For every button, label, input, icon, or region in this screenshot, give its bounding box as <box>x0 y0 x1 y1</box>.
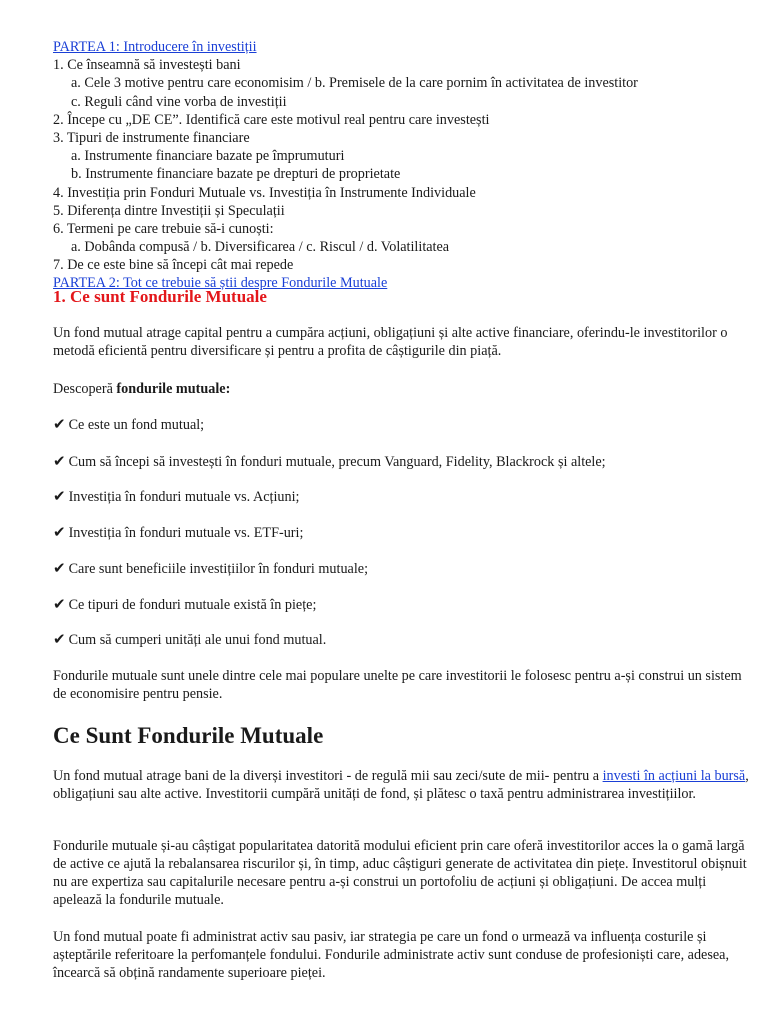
checkmark-icon: ✔ <box>53 452 66 470</box>
checklist-item <box>53 415 204 434</box>
checklist-text: Cum să începi să investești în fonduri mutuale, precum Vanguard, Fidelity, Blackrock și altele; <box>68 454 606 470</box>
toc-subitem: b. Instrumente financiare bazate pe drepturi de proprietate <box>71 166 401 183</box>
checkmark-icon: ✔ <box>53 630 66 648</box>
checkmark-icon: ✔ <box>53 487 66 505</box>
p1-text-after: , obligațiuni sau alte active. Investitorii cumpără unități de fond, și plătesc o taxă pentru administrarea investițiilor. <box>53 768 749 802</box>
checklist-text: Care sunt beneficiile investițiilor în fonduri mutuale; <box>68 561 369 577</box>
toc-item: 1. Ce înseamnă să investești bani <box>53 57 241 74</box>
invest-stocks-link[interactable]: investi în acțiuni la bursă <box>602 768 746 784</box>
toc-item: 2. Începe cu „DE CE”. Identifică care este motivul real pentru care investești <box>53 111 490 128</box>
checkmark-icon: ✔ <box>53 415 66 433</box>
section1-closing: Fondurile mutuale sunt unele dintre cele mai populare unelte pe care investitorii le folosesc pentru a-și construi un sistem de economisire pentru pensie. <box>53 668 742 702</box>
checkmark-icon: ✔ <box>53 595 66 613</box>
section1-heading: 1. Ce sunt Fondurile Mutuale <box>53 287 267 306</box>
checkmark-icon: ✔ <box>53 523 66 541</box>
checklist-item <box>53 630 326 649</box>
checklist-item <box>53 523 303 542</box>
table-of-contents <box>53 38 753 293</box>
checklist-item <box>53 487 300 506</box>
section1-intro: Un fond mutual atrage capital pentru a cumpăra acțiuni, obligațiuni și alte active financiare, oferindu-le investitorilor o metodă eficientă pentru diversificare și pentru a profita de câștigurile din piață. <box>53 325 728 359</box>
p1-text-before: Un fond mutual atrage bani de la diverși investitori - de regulă mii sau zeci/sute de mii- pentru a <box>53 768 603 784</box>
toc-item: 6. Termeni pe care trebuie să-i cunoști: <box>53 220 274 237</box>
toc-item: 7. De ce este bine să începi cât mai repede <box>53 257 294 274</box>
discover-line <box>53 380 758 398</box>
toc-subitem: c. Reguli când vine vorba de investiții <box>71 93 287 110</box>
toc-subitem: a. Instrumente financiare bazate pe împrumuturi <box>71 148 345 165</box>
checklist-item <box>53 559 368 578</box>
checklist-text: Investiția în fonduri mutuale vs. Acțiuni; <box>68 489 300 505</box>
toc-item: 4. Investiția prin Fonduri Mutuale vs. Investiția în Instrumente Individuale <box>53 184 476 201</box>
checklist-text: Investiția în fonduri mutuale vs. ETF-uri; <box>68 525 304 541</box>
checklist-text: Ce este un fond mutual; <box>68 417 205 433</box>
toc-subitem: a. Cele 3 motive pentru care economisim / b. Premisele de la care pornim în activitatea de investitor <box>71 75 638 92</box>
checklist-item <box>53 452 606 471</box>
checkmark-icon: ✔ <box>53 559 66 577</box>
part1-link[interactable]: PARTEA 1: Introducere în investiții <box>53 39 257 55</box>
section2-paragraph-3: Un fond mutual poate fi administrat activ sau pasiv, iar strategia pe care un fond o urmează va influența costurile și așteptările referitoare la perfomanțele fondului. Fondurile administrate activ sunt conduse de profesioniști care, adesea, încearcă să obțină randamente superioare pieței. <box>53 929 730 981</box>
checklist-text: Ce tipuri de fonduri mutuale există în piețe; <box>68 597 317 613</box>
discover-prefix: Descoperă <box>53 381 117 397</box>
toc-item: 3. Tipuri de instrumente financiare <box>53 129 250 146</box>
toc-item: 5. Diferența dintre Investiții și Speculații <box>53 202 285 219</box>
checklist-text: Cum să cumperi unități ale unui fond mutual. <box>68 632 327 648</box>
discover-bold: fondurile mutuale: <box>116 381 231 397</box>
toc-subitem: a. Dobânda compusă / b. Diversificarea / c. Riscul / d. Volatilitatea <box>71 239 450 256</box>
part2-link[interactable]: PARTEA 2: Tot ce trebuie să știi despre Fondurile Mutuale <box>53 275 388 292</box>
checklist-item <box>53 595 316 614</box>
section2-paragraph-2: Fondurile mutuale și-au câștigat popularitatea datorită modului eficient prin care oferă investitorilor acces la o gamă largă de active ce ajută la rebalansarea riscurilor și, în timp, aduc câștiguri generate de activitatea din piețe. Investitorul obișnuit nu are expertiza sau capitalurile necesare pentru a-și construi un portofoliu de acțiuni și obligațiuni. De accea mulți apelează la fondurile mutuale. <box>53 838 747 908</box>
section2-paragraph-1 <box>53 767 758 803</box>
section2-heading: Ce Sunt Fondurile Mutuale <box>53 723 324 748</box>
